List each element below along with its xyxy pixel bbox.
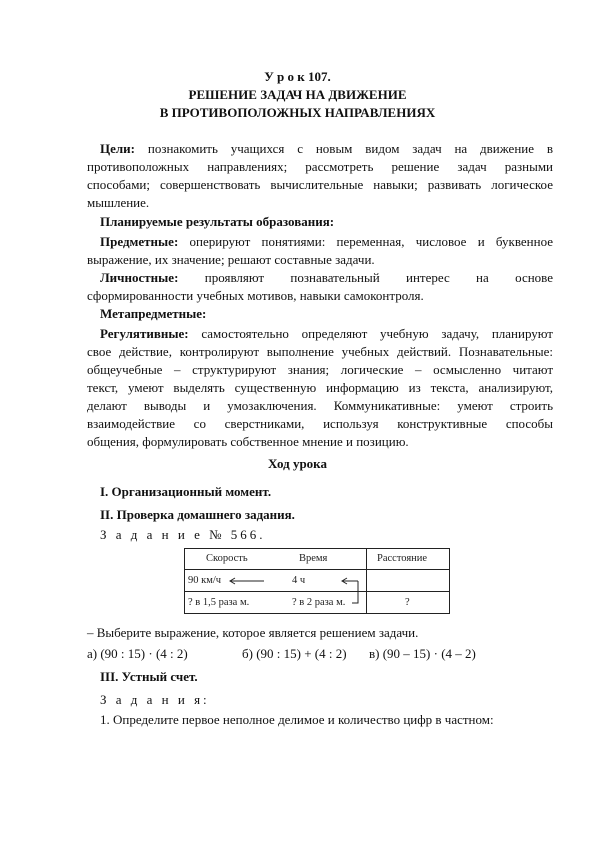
personal-label: Личностные:	[100, 270, 179, 285]
subject-text-1: оперируют понятиями: переменная, числовое и буквенное	[189, 234, 554, 249]
section-2-heading: II. Проверка домашнего задания.	[100, 507, 295, 522]
meta-line-7: общения, формулировать собственное мнение и позицию.	[87, 434, 409, 449]
section-1-heading: I. Организационный момент.	[100, 484, 272, 499]
cell-speed-2: ? в 1,5 раза м.	[188, 597, 250, 608]
personal-line-2: сформированности учебных мотивов, навыки самоконтроля.	[87, 288, 424, 303]
meta-text-1: самостоятельно определяют учебную задачу, планируют	[201, 326, 553, 341]
personal-text-1: проявляют познавательный интерес на основе	[204, 270, 554, 285]
option-b: б) (90 : 15) + (4 : 2)	[242, 646, 347, 661]
meta-heading: Метапредметные:	[100, 306, 207, 321]
meta-line-3: общеучебные – структурируют знания; логические – осмысленно читают	[87, 362, 553, 377]
header-time: Время	[299, 553, 328, 564]
lesson-number: У р о к 107.	[264, 69, 331, 84]
regulative-label: Регулятивные:	[100, 326, 189, 341]
meta-line-4: текст, умеют выделять существенную информацию из текста, анализируют,	[87, 380, 553, 395]
header-distance: Расстояние	[377, 553, 428, 564]
course-heading: Ход урока	[268, 456, 327, 471]
goals-label: Цели:	[100, 141, 135, 156]
time-bracket-icon	[352, 581, 358, 603]
goals-line-1	[100, 140, 553, 157]
cell-time-2: ? в 2 раза м.	[292, 597, 346, 608]
meta-line-6: взаимодействие со сверстниками, используя конструктивные способы	[87, 416, 553, 431]
subject-label: Предметные:	[100, 234, 179, 249]
meta-line-2: свое действие, контролируют выполнение учебных действий. Познавательные:	[87, 344, 553, 359]
results-heading: Планируемые результаты образования:	[100, 214, 335, 229]
goals-text-1: познакомить учащихся с новым видом задач на движение в	[147, 141, 553, 156]
task-table	[184, 548, 450, 614]
task-1-text: 1. Определите первое неполное делимое и количество цифр в частном:	[100, 712, 494, 727]
section-3-heading: III. Устный счет.	[100, 669, 198, 684]
tasks-label: З а д а н и я:	[100, 692, 210, 707]
cell-speed-1: 90 км/ч	[188, 575, 222, 586]
header-speed: Скорость	[206, 553, 248, 564]
subject-line-2: выражение, их значение; решают составные задачи.	[87, 252, 375, 267]
goals-line-4: мышление.	[87, 195, 150, 210]
goals-line-2: противоположных направлениях; рассмотреть решение задач разными	[87, 159, 553, 174]
meta-line-1	[100, 325, 553, 342]
personal-line-1	[100, 269, 553, 286]
option-a: а) (90 : 15) · (4 : 2)	[87, 646, 188, 661]
cell-time-1: 4 ч	[292, 575, 306, 586]
question-text: – Выберите выражение, которое является решением задачи.	[87, 625, 419, 640]
cell-distance-2: ?	[405, 597, 410, 608]
lesson-title-line-2: В ПРОТИВОПОЛОЖНЫХ НАПРАВЛЕНИЯХ	[159, 105, 436, 120]
subject-line-1	[100, 233, 553, 250]
meta-line-5: делают выводы и умозаключения. Коммуникативные: умеют строить	[87, 398, 553, 413]
table-arrows	[184, 548, 450, 614]
lesson-title-line-1: РЕШЕНИЕ ЗАДАЧ НА ДВИЖЕНИЕ	[188, 87, 407, 102]
task-566-label: З а д а н и е № 566.	[100, 527, 266, 542]
goals-line-3: способами; совершенствовать вычислительные навыки; развивать логическое	[87, 177, 553, 192]
option-c: в) (90 – 15) · (4 – 2)	[369, 646, 476, 661]
